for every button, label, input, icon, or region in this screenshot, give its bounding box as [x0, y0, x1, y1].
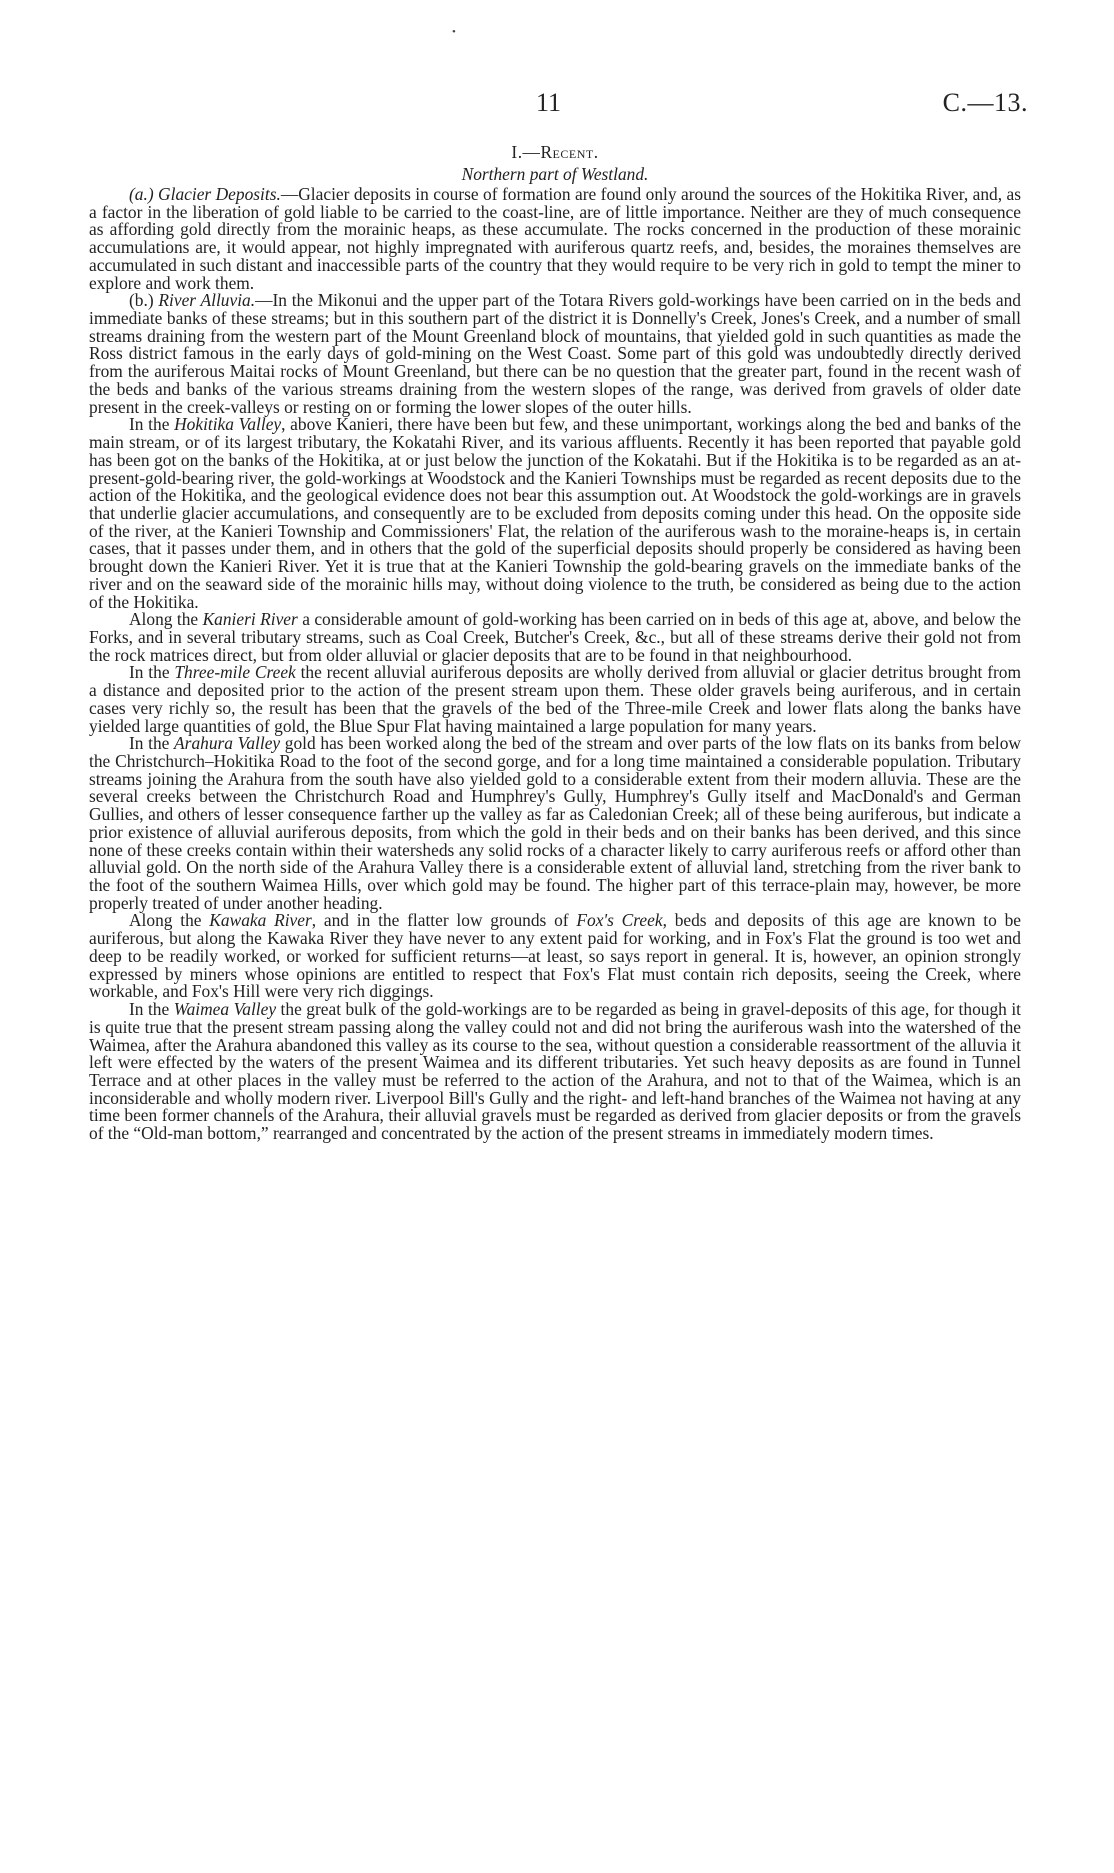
section-title-text: Recent. — [540, 142, 599, 162]
paragraph-river-alluvia — [89, 292, 1021, 416]
paragraph-middle: , and in the flatter low grounds of — [311, 910, 577, 931]
paragraph-place-2: Fox's Creek — [576, 910, 663, 931]
section-title — [89, 142, 1021, 163]
section-subtitle: Northern part of Westland. — [461, 164, 649, 184]
paragraph-place: Waimea Valley — [173, 999, 277, 1020]
page-number: 11 — [536, 88, 562, 117]
paragraph-arahura-valley — [89, 735, 1021, 912]
document-reference: C.—13. — [942, 88, 1028, 117]
paragraph-text: the great bulk of the gold-workings are to be regarded as being in gravel-deposits of this age, for though it is quite true that the present stream passing along the valley could not and did not bring the auriferous wash into the watershed of the Waimea, after the Arahura abandoned this valley as its course to the sea, without question a considerable reassortment of the alluvia it left were effected by the waters of the present Waimea and its different tributaries. Yet such heavy deposits as are found in Tunnel Terrace and at other places in the valley must be referred to the action of the Arahura, and not to that of the Waimea, which is an inconsiderable and wholly modern river. Liverpool Bill's Gully and the right- and left-hand branches of the Waimea not having at any time been former channels of the Arahura, their alluvial gravels must be regarded as derived from glacier deposits or from the gravels of the “Old-man bottom,” rearranged and concentrated by the action of the present streams in immediately modern times. — [89, 999, 1022, 1144]
paragraph-lead-number: (b.) — [129, 290, 159, 311]
paragraph-waimea-valley — [89, 1001, 1021, 1143]
paragraph-place: Kawaka River — [209, 910, 312, 931]
paragraph-text: —Glacier deposits in course of formation are found only around the sources of the Hokitika River, and, as a factor in the liberation of gold liable to be carried to the coast-line, are of little importance. Neither are they of much consequence as affording gold directly from the morainic heaps, as these accumulate. The rocks concerned in the production of these morainic accumulations are, it would appear, not highly impregnated with auriferous quartz reefs, and, besides, the moraines themselves are accumulated in such distant and inaccessible parts of the country that they would require to be very rich in gold to tempt the miner to explore and work them. — [89, 184, 1021, 293]
paragraph-prefix: In the — [129, 414, 175, 435]
paragraph-text: the recent alluvial auriferous deposits are wholly derived from alluvial or glacier detritus brought from a distance and deposited prior to the action of the present stream upon them. These older gravels being auriferous, and in certain cases very richly so, the result has been that the gravels of the bed of the Three-mile Creek and lower flats along the banks have yielded large quantities of gold, the Blue Spur Flat having maintained a large population for many years. — [89, 662, 1021, 736]
paragraph-lead: (a.) Glacier Deposits. — [129, 184, 281, 204]
scan-mark: • — [452, 26, 456, 38]
document-body — [89, 142, 1021, 1143]
paragraph-kanieri-river — [89, 611, 1021, 664]
paragraph-prefix: Along the — [129, 910, 210, 931]
paragraph-place: Hokitika Valley — [174, 414, 282, 435]
paragraph-hokitika-valley — [89, 416, 1021, 611]
section-number: I.— — [511, 142, 541, 162]
paragraph-glacier-deposits — [89, 186, 1021, 292]
paragraph-place: Three-mile Creek — [174, 662, 296, 683]
paragraph-lead: River Alluvia. — [158, 290, 256, 311]
paragraph-text: , beds and deposits of this age are known to be auriferous, but along the Kawaka River they have never to any extent paid for working, and in Fox's Flat the ground is too wet and deep to be readily worked, or worked for sufficient returns—at least, so says report in general. It is, however, an opinion strongly expressed by miners whose opinions are entitled to respect that Fox's Flat must contain rich deposits, seeing the Creek, where workable, and Fox's Hill were very rich diggings. — [89, 910, 1021, 1002]
paragraph-prefix: In the — [129, 662, 175, 683]
paragraph-place: Kanieri River — [202, 609, 298, 630]
paragraph-prefix: In the — [129, 999, 174, 1020]
paragraph-text: , above Kanieri, there have been but few, and these unimportant, workings along the bed and banks of the main stream, or of its largest tributary, the Kokatahi River, and its various affluents. Recently it has been reported that payable gold has been got on the banks of the Hokitika, at or just below the junction of the Kokatahi. But if the Hokitika is to be regarded as an at-present-gold-bearing river, the gold-workings at Woodstock and the Kanieri Townships must be regarded as recent deposits due to the action of the Hokitika, and the geological evidence does not bear this assumption out. At Woodstock the gold-workings are in gravels that underlie glacier accumulations, and consequently are to be excluded from deposits coming under this head. On the opposite side of the river, at the Kanieri Township and Commissioners' Flat, the relation of the auriferous wash to the moraine-heaps is, in certain cases, that it passes under them, and in others that the gold of the superficial deposits should properly be considered as having been brought down the Kanieri River. Yet it is true that at the Kanieri Township the gold-bearing gravels on the immediate banks of the river and on the seaward side of the morainic hills may, without doing violence to the truth, be considered as being due to the action of the Hokitika. — [89, 414, 1021, 612]
paragraph-prefix: Along the — [129, 609, 203, 630]
paragraph-kawaka-river — [89, 912, 1021, 1001]
paragraph-text: —In the Mikonui and the upper part of the Totara Rivers gold-workings have been carried on in the beds and immediate banks of these streams; but in this southern part of the district it is Donnelly's Creek, Jones's Creek, and a number of small streams draining from the western part of the Mount Greenland block of mountains, that yielded gold in such quantities as made the Ross district famous in the early days of gold-mining on the West Coast. Some part of this gold was undoubtedly directly derived from the auriferous Maitai rocks of Mount Greenland, but there can be no question that the greater part, found in the recent wash of the beds and banks of the various streams draining from the western slopes of the range, was derived from gravels of older date present in the creek-valleys or resting on or forming the lower slopes of the outer hills. — [89, 290, 1021, 417]
paragraph-place: Arahura Valley — [174, 733, 281, 754]
paragraph-three-mile-creek — [89, 664, 1021, 735]
paragraph-text: a considerable amount of gold-working has been carried on in beds of this age at, above, and below the Forks, and in several tributary streams, such as Coal Creek, Butcher's Creek, &c., but all of these streams derive their gold not from the rock matrices direct, but from older alluvial or glacier deposits that are to be found in that neighbourhood. — [89, 609, 1022, 665]
paragraph-text: gold has been worked along the bed of the stream and over parts of the low flats on its banks from below the Christchurch–Hokitika Road to the foot of the second gorge, and for a long time maintained a considerable population. Tributary streams joining the Arahura from the south have also yielded gold to a considerable extent from their modern alluvia. These are the several creeks between the Christchurch Road and Humphrey's Gully, Humphrey's Gully itself and MacDonald's and German Gullies, and others of lesser consequence farther up the valley as far as Caledonian Creek; all of these being auriferous, but indicate a prior existence of alluvial auriferous deposits, from which the gold in their beds and on their banks has been derived, and this since none of these creeks contain within their watersheds any solid rocks of a character likely to carry auriferous reefs or afford other than alluvial gold. On the north side of the Arahura Valley there is a considerable extent of alluvial land, stretching from the river bank to the foot of the southern Waimea Hills, over which gold may be found. The higher part of this terrace-plain may, however, be more properly treated of under another heading. — [89, 733, 1021, 913]
paragraph-prefix: In the — [129, 733, 175, 754]
